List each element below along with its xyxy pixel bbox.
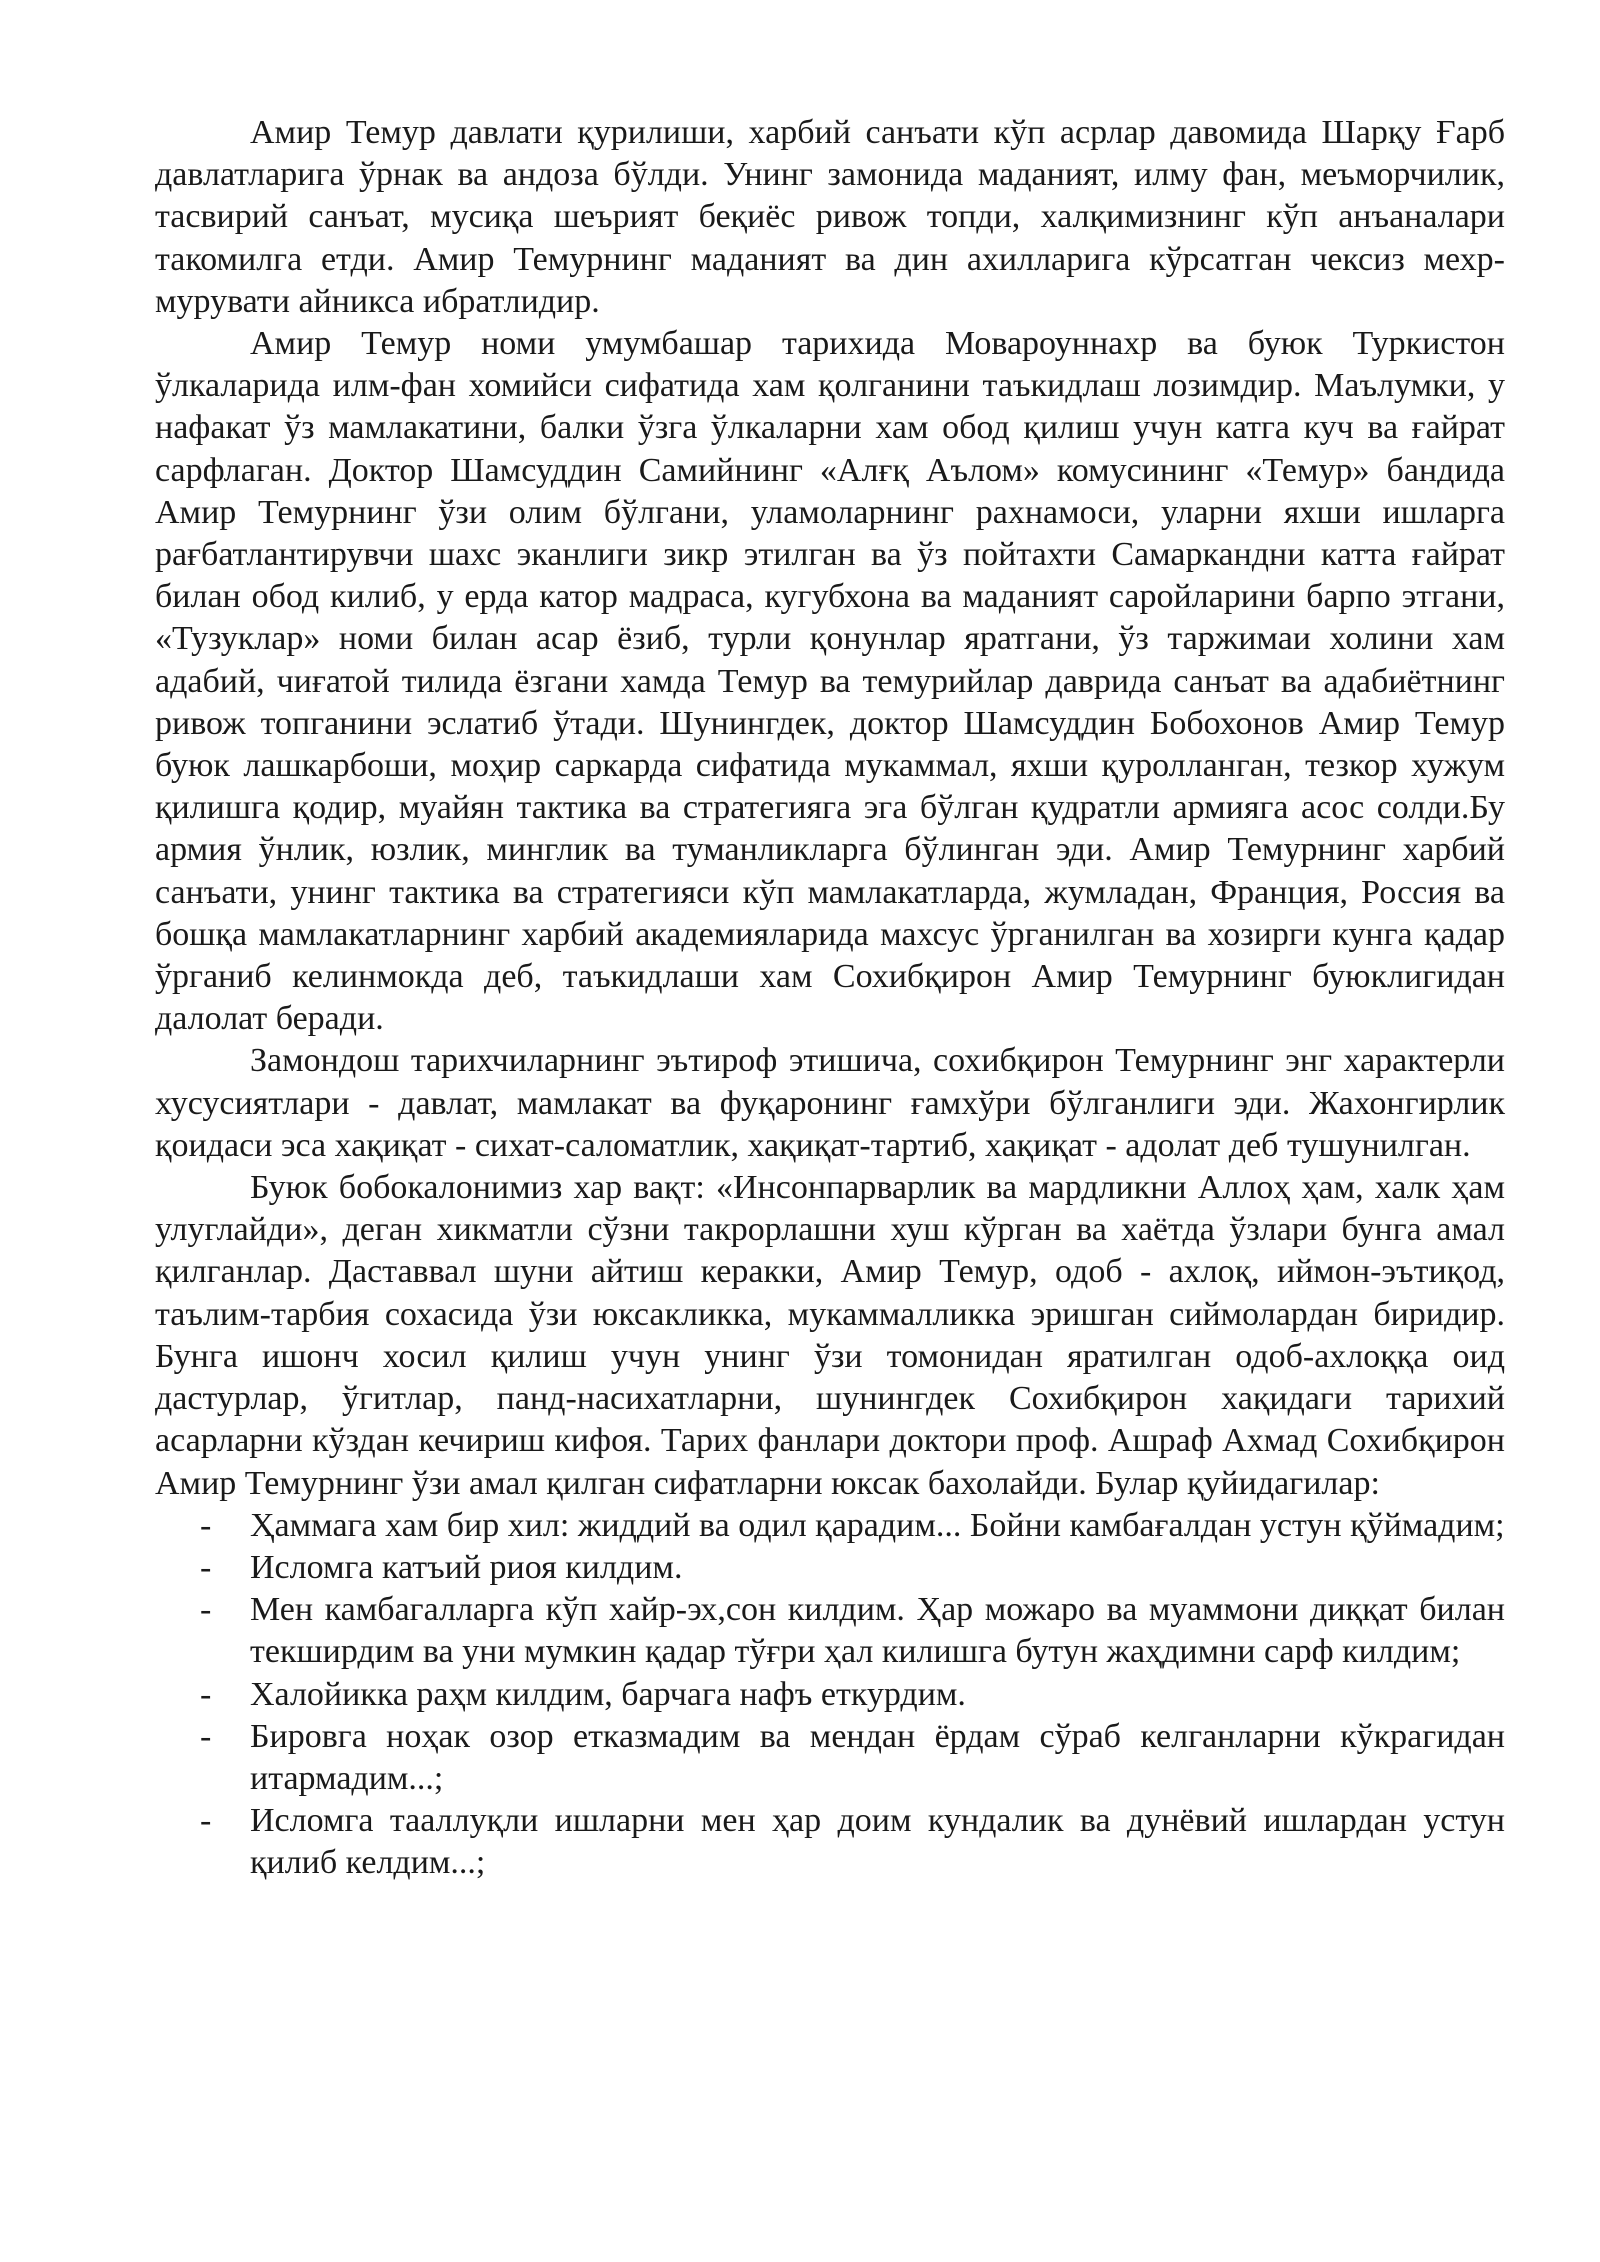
paragraph: Амир Темур номи умумбашар тарихида Мовароуннахр ва буюк Туркистон ўлкаларида илм-фан хомийси сифатида хам қолганини таъкидлаш лозимдир. Маълумки, у нафакат ўз мамлакатини, балки ўзга ўлкаларни хам обод қилиш учун катга куч ва ғайрат сарфлаган. Доктор Шамсуддин Самийнинг «Алғқ Аълом» комусининг «Темур» бандида Амир Темурнинг ўзи олим бўлгани, уламоларнинг рахнамоси, уларни яхши ишларга рағбатлантирувчи шахс эканлиги зикр этилган ва ўз пойтахти Самаркандни катта ғайрат билан обод килиб, у ерда катор мадраса, кугубхона ва маданият саройларини барпо этгани, «Тузуклар» номи билан асар ёзиб, турли қонунлар яратгани, ўз таржимаи холини хам адабий, чиғатой тилида ёзгани хамда Темур ва темурийлар даврида санъат ва адабиётнинг ривож топганини эслатиб ўтади. Шунингдек, доктор Шамсуддин Бобохонов Амир Темур буюк лашкарбоши, моҳир саркарда сифатида мукаммал, яхши қуролланган, тезкор хужум қилишга қодир, муайян тактика ва стратегияга эга бўлган қудратли армияга асос солди.Бу армия ўнлик, юзлик, минглик ва туманликларга бўлинган эди. Амир Темурнинг харбий санъати, унинг тактика ва стратегияси кўп мамлакатларда, жумладан, Франция, Россия ва бошқа мамлакатларнинг харбий академияларида махсус ўрганилган ва хозирги кунга қадар ўрганиб келинмокда деб, таъкидлаши хам Сохибқирон Амир Темурнинг буюклигидан далолат беради. bbox=[155, 325, 1505, 1038]
list-item bbox=[155, 1547, 1505, 1589]
list-dash: - bbox=[200, 1717, 212, 1755]
paragraph: Замондош тарихчиларнинг эътироф этишича, сохибқирон Темурнинг энг характерли хусусиятлари - давлат, мамлакат ва фуқаронинг ғамхўри бўлганлиги эди. Жахонгирлик қоидаси эса хақиқат - сихат-саломатлик, хақиқат-тартиб, хақиқат - адолат деб тушунилган. bbox=[155, 1042, 1505, 1164]
qualities-list bbox=[155, 1505, 1505, 1885]
list-item bbox=[155, 1674, 1505, 1716]
list-item-text: Исломга тааллуқли ишларни мен ҳар доим кундалик ва дунёвий ишлардан устун қилиб келдим...; bbox=[250, 1802, 1505, 1882]
list-item-text: Халойикка раҳм килдим, барчага нафъ еткурдим. bbox=[250, 1675, 966, 1713]
list-item bbox=[155, 1716, 1505, 1800]
list-item-text: Мен камбагалларга кўп хайр-эх,сон килдим. Ҳар можаро ва муаммони диққат билан текширдим ва уни мумкин қадар тўғри ҳал килишга бутун жаҳдимни сарф килдим; bbox=[250, 1591, 1505, 1671]
list-item-text: Ҳаммага хам бир хил: жиддий ва одил қарадим... Бойни камбағалдан устун қўймадим; bbox=[250, 1506, 1505, 1544]
list-item-text: Исломга катъий риоя килдим. bbox=[250, 1548, 683, 1586]
list-dash: - bbox=[200, 1548, 212, 1586]
list-item bbox=[155, 1505, 1505, 1547]
list-item bbox=[155, 1800, 1505, 1884]
paragraph: Буюк бобокалонимиз хар вақт: «Инсонпарварлик ва мардликни Аллоҳ ҳам, халк ҳам улуглайди», деган хикматли сўзни такрорлашни хуш кўрган ва хаётда ўзлари бунга амал қилганлар. Даставвал шуни айтиш керакки, Амир Темур, одоб - ахлоқ, иймон-эътиқод, таълим-тарбия сохасида ўзи юксакликка, мукаммалликка эришган сиймолардан биридир. Бунга ишонч хосил қилиш учун унинг ўзи томонидан яратилган одоб-ахлоққа оид дастурлар, ўгитлар, панд-насихатларни, шунингдек Сохибқирон хақидаги тарихий асарларни кўздан кечириш кифоя. Тарих фанлари доктори проф. Ашраф Ахмад Сохибқирон Амир Темурнинг ўзи амал қилган сифатларни юксак бахолайди. Булар қуйидагилар: bbox=[155, 1169, 1505, 1502]
list-item-text: Бировга ноҳак озор етказмадим ва мендан ёрдам сўраб келганларни кўкрагидан итармадим...; bbox=[250, 1717, 1505, 1797]
list-dash: - bbox=[200, 1675, 212, 1713]
document-page bbox=[155, 112, 1505, 1885]
list-item bbox=[155, 1589, 1505, 1673]
list-dash: - bbox=[200, 1506, 212, 1544]
list-dash: - bbox=[200, 1591, 212, 1629]
list-dash: - bbox=[200, 1802, 212, 1840]
paragraph: Амир Темур давлати қурилиши, харбий санъати кўп асрлар давомида Шарқу Ғарб давлатларига ўрнак ва андоза бўлди. Унинг замонида маданият, илму фан, меъморчилик, тасвирий санъат, мусиқа шеърият беқиёс ривож топди, халқимизнинг кўп анъаналари такомилга етди. Амир Темурнинг маданият ва дин ахилларига кўрсатган чексиз мехр-мурувати айникса ибратлидир. bbox=[155, 114, 1505, 320]
